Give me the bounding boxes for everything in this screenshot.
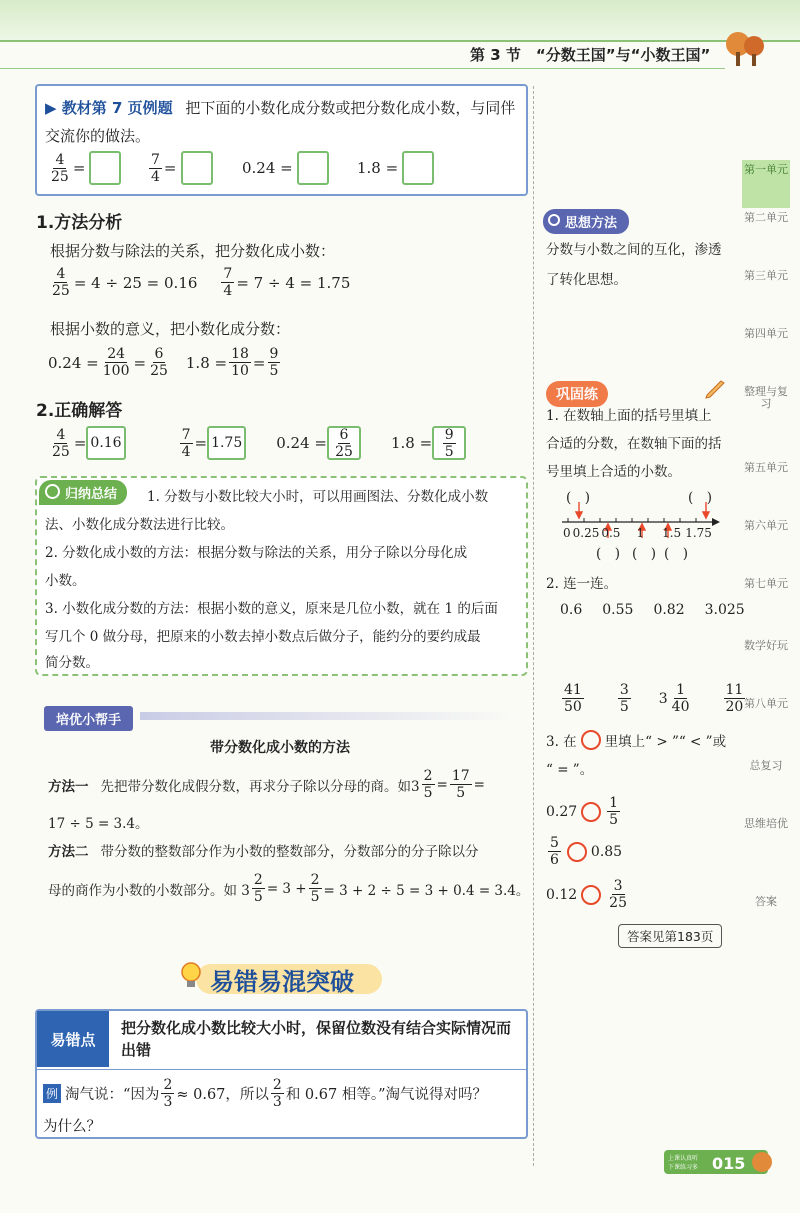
- compare-circle-1[interactable]: [581, 802, 601, 822]
- compare-circle-2[interactable]: [567, 842, 587, 862]
- help-method-2-line2: 母的商作为小数的小数部分。如 3 $\frac{2}{5}$ = 3 + $\frac{2}{5}$ = 3 + 2 ÷ 5 = 3 + 0.4 = 3.4。: [48, 872, 530, 905]
- sidebar-item-math-fun[interactable]: 数学好玩: [744, 639, 788, 652]
- method-equations-2: 0.24 = $\frac{24}{100}$ = $\frac{6}{25}$ 1.8 = $\frac{18}{10}$ = $\frac{9}{5}$: [48, 346, 279, 379]
- error-question-tail: 为什么？: [43, 1119, 101, 1135]
- compare-1: 0.27 $\frac{1}{5}$: [546, 795, 619, 828]
- example-item-4: 1.8 =: [357, 151, 434, 185]
- lightbulb-icon: [178, 960, 204, 992]
- sidebar-item-unit7[interactable]: 第七单元: [744, 577, 788, 590]
- summary-box: 归纳总结 1. 分数与小数比较大小时，可以用画图法、分数化成小数 法、小数化成分数法进行比较。 2. 分数化成小数的方法：根据分数与除法的关系，用分子除以分母化成 小数。 3. 小数化成分数的方法：根据小数的意义，原来是几位小数，就在 1 的后面 写几个 0 做分母，把原来的小数去掉小数点后做分子，能约分的要约成最 简分数。: [35, 476, 528, 676]
- sidebar-item-unit5[interactable]: 第五单元: [744, 461, 788, 474]
- error-heading: 把分数化成小数比较大小时，保留位数没有结合实际情况而出错: [121, 1019, 512, 1059]
- error-divider: [37, 1069, 526, 1070]
- error-box: [35, 1009, 528, 1139]
- compare-circle-3[interactable]: [581, 885, 601, 905]
- header-band: [0, 0, 800, 42]
- answer-line: $\frac{4}{25}$ = 0.16 $\frac{7}{4}$ = 1.75 0.24 = $\frac{6}{25}$ 1.8 = $\frac{9}{5}$: [48, 426, 466, 460]
- sidebar-item-unit3[interactable]: 第三单元: [744, 269, 788, 282]
- answer-value-2: 1.75: [207, 426, 246, 460]
- answer-box[interactable]: [402, 151, 434, 185]
- help-method-2: 方法二 带分数的整数部分作为小数的整数部分，分数部分的分子除以分: [48, 844, 479, 860]
- sidebar-item-answers[interactable]: 答案: [755, 895, 777, 908]
- thinking-tag: 思想方法: [543, 209, 629, 234]
- practice-tag: 巩固练: [546, 381, 608, 407]
- help-tag: 培优小帮手: [44, 706, 133, 731]
- method-equations-1: $\frac{4}{25}$ = 4 ÷ 25 = 0.16 $\frac{7}{4}$ = 7 ÷ 4 = 1.75: [52, 266, 351, 299]
- error-question: 例 淘气说：“因为 $\frac{2}{3}$ ≈ 0.67，所以 $\frac{2}{3}$ 和 0.67 相等。”淘气说得对吗？: [43, 1077, 487, 1110]
- answer-value-1: 0.16: [86, 426, 125, 460]
- example-box: [35, 84, 528, 196]
- blank-above-2[interactable]: ( ): [688, 490, 713, 506]
- answer-value-4: $\frac{9}{5}$: [432, 426, 466, 460]
- bulb-outline-icon: [548, 214, 560, 226]
- answer-title: 2.正确解答: [36, 401, 123, 421]
- help-method-1-tail: 17 ÷ 5 = 3.4。: [48, 816, 149, 832]
- help-divider: [140, 712, 520, 720]
- practice-q1-line2: 合适的分数，在数轴下面的括: [546, 436, 722, 452]
- thinking-line-1: 分数与小数之间的互化，渗透: [546, 242, 722, 258]
- sidebar-item-unit6[interactable]: 第六单元: [744, 519, 788, 532]
- target-icon: [45, 484, 60, 499]
- thinking-line-2: 了转化思想。: [546, 272, 627, 288]
- practice-q1-line3: 号里填上合适的小数。: [546, 464, 681, 480]
- svg-text:上课认真听: 上课认真听: [668, 1155, 699, 1162]
- answer-box[interactable]: [181, 151, 213, 185]
- blank-above-1[interactable]: ( ): [566, 490, 591, 506]
- page-number-badge: [664, 1148, 774, 1176]
- example-badge: 例: [43, 1084, 61, 1103]
- pencil-icon: [704, 380, 726, 400]
- svg-text:015: 015: [712, 1154, 746, 1173]
- practice-q2: 2. 连一连。: [546, 576, 618, 592]
- section-title: 第 3 节 “分数王国”与“小数王国”: [470, 46, 711, 64]
- summary-tag: 归纳总结: [39, 480, 127, 505]
- tree-icon: [722, 28, 770, 68]
- sidebar-item-thinking[interactable]: 思维培优: [744, 817, 788, 830]
- example-item-3: 0.24 =: [242, 151, 329, 185]
- method-line-1: 根据分数与除法的关系，把分数化成小数：: [50, 242, 336, 260]
- answer-reference: 答案见第183页: [618, 924, 722, 948]
- help-title: 带分数化成小数的方法: [210, 740, 350, 756]
- blank-below-3[interactable]: ( ): [664, 546, 689, 562]
- example-tag: ▶ 教材第 7 页例题: [45, 99, 173, 117]
- answer-box[interactable]: [89, 151, 121, 185]
- method-title: 1.方法分析: [36, 213, 123, 233]
- sidebar-item-unit4[interactable]: 第四单元: [744, 327, 788, 340]
- unit-sidebar: [742, 160, 790, 932]
- example-item-2: $\frac{7}{4}$ =: [147, 151, 213, 185]
- blank-below-1[interactable]: ( ): [596, 546, 621, 562]
- example-heading: [45, 94, 520, 150]
- error-tag: 易错点: [37, 1011, 109, 1067]
- svg-text:下课练习多: 下课练习多: [668, 1164, 699, 1171]
- answer-value-3: $\frac{6}{25}$: [327, 426, 361, 460]
- method-line-2: 根据小数的意义，把小数化成分数：: [50, 320, 291, 338]
- sidebar-item-unit2[interactable]: 第二单元: [744, 211, 788, 224]
- practice-q1-line1: 1. 在数轴上面的括号里填上: [546, 408, 712, 424]
- banner-title: 易错易混突破: [210, 968, 354, 996]
- example-item-1: $\frac{4}{25}$ =: [47, 151, 121, 185]
- sidebar-item-unit1[interactable]: 第一单元: [742, 160, 790, 208]
- header-divider: [0, 68, 725, 69]
- fraction-row: $\frac{41}{50}$ $\frac{3}{5}$ 3 $\frac{1}{40}$ $\frac{11}{20}$: [564, 682, 744, 715]
- sidebar-item-total-review[interactable]: 总复习: [749, 759, 783, 772]
- practice-q3-line2: “ = ”。: [546, 762, 594, 778]
- decimal-row: 0.6 0.55 0.82 3.025: [560, 602, 745, 618]
- column-divider: [533, 86, 534, 1166]
- compare-2: $\frac{5}{6}$ 0.85: [550, 835, 623, 868]
- example-text: 把下面的小数化成分数或把分数化成小数，与同伴交流你的做法。: [45, 99, 516, 145]
- number-line-labels: 0 0.25 0.5 1 1.5 1.75: [563, 526, 712, 540]
- sidebar-item-unit8[interactable]: 第八单元: [744, 697, 788, 710]
- blank-below-2[interactable]: ( ): [632, 546, 657, 562]
- help-method-1: 方法一 先把带分数化成假分数，再求分子除以分母的商。如3 $\frac{2}{5}$ = $\frac{17}{5}$ =: [48, 768, 485, 801]
- compare-circle[interactable]: [581, 730, 601, 750]
- practice-q3: 3. 在 里填上“ > ”“ < ”或: [546, 730, 726, 750]
- sidebar-item-review[interactable]: 整理与复习: [744, 385, 788, 410]
- answer-box[interactable]: [297, 151, 329, 185]
- compare-3: 0.12 $\frac{3}{25}$: [546, 878, 627, 911]
